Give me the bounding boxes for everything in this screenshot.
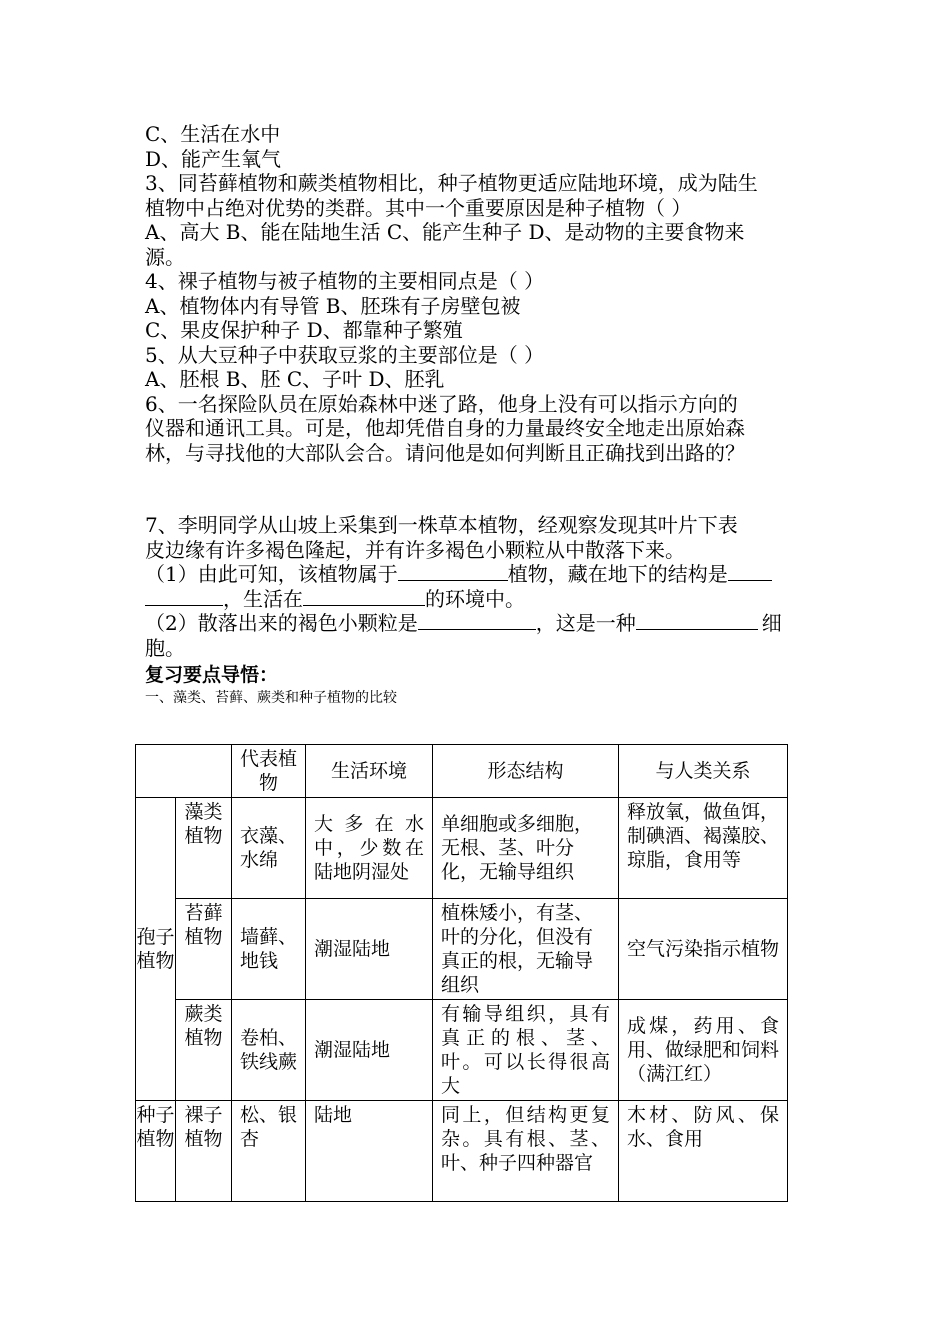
question-7-line-1: 7、李明同学从山坡上采集到一株草本植物，经观察发现其叶片下表 [145, 513, 738, 537]
env-algae: 大多在水中，少数在陆地阴湿处 [306, 798, 433, 899]
header-representative: 代表植物 [232, 745, 306, 798]
table-caption: 一、藻类、苔藓、蕨类和种子植物的比较 [145, 690, 397, 706]
blank-habitat[interactable] [303, 587, 425, 606]
question-3-line-1: 3、同苔藓植物和蕨类植物相比，种子植物更适应陆地环境，成为陆生 [145, 171, 758, 195]
q7-p1-text-b: 植物，藏在地下的结构是 [507, 562, 728, 586]
q7-p2-text-b: ，这是一种 [535, 611, 636, 635]
form-fern: 有输导组织，具有真正的根、茎、叶。可以长得很高大 [433, 1000, 619, 1101]
category-gymnosperm: 裸子植物 [176, 1101, 232, 1202]
group-blank-top [136, 798, 176, 899]
q7-p1-text-c: ，生活在 [223, 586, 303, 611]
category-algae: 藻类植物 [176, 798, 232, 899]
question-7-part-2 [145, 611, 810, 636]
form-gymnosperm: 同上，但结构更复杂。具有根、茎、叶、种子四种器官 [433, 1101, 619, 1202]
question-7-part-1 [145, 562, 810, 587]
spore-plants-label: 孢子植物 [136, 899, 176, 1000]
form-moss: 植株矮小，有茎、叶的分化，但没有真正的根，无输导组织 [433, 899, 619, 1000]
answer-space [145, 465, 810, 513]
seed-plants-label: 种子植物 [136, 1101, 176, 1202]
env-fern: 潮湿陆地 [306, 1000, 433, 1101]
blank-particles[interactable] [418, 611, 536, 630]
header-relation: 与人类关系 [619, 745, 788, 798]
question-6-line-2: 仪器和通讯工具。可是，他却凭借自身的力量最终安全地走出原始森 [145, 416, 745, 440]
option-d-line: D、能产生氧气 [145, 146, 282, 171]
rep-gymnosperm: 松、银杏 [232, 1101, 306, 1202]
category-fern: 蕨类植物 [176, 1000, 232, 1101]
question-4-line: 4、裸子植物与被子植物的主要相同点是（ ） [145, 269, 545, 293]
question-3-line-2: 植物中占绝对优势的类群。其中一个重要原因是种子植物（ ） [145, 195, 692, 220]
q7-p2-text-a: （2）散落出来的褐色小颗粒是 [145, 611, 418, 635]
question-4-options-1: A、植物体内有导管 B、胚珠有子房壁包被 [145, 293, 521, 318]
blank-plant-type[interactable] [398, 562, 508, 581]
table-row-moss [136, 899, 788, 1000]
question-4-options-2: C、果皮保护种子 D、都靠种子繁殖 [145, 318, 463, 342]
option-c-line: C、生活在水中 [145, 122, 281, 146]
question-5-options: A、胚根 B、胚 C、子叶 D、胚乳 [145, 367, 445, 391]
table-row-fern [136, 1000, 788, 1101]
rel-gymnosperm: 木材、防风、保水、食用 [619, 1101, 788, 1202]
question-6-line-1: 6、一名探险队员在原始森林中迷了路，他身上没有可以指示方向的 [145, 391, 738, 416]
rep-fern: 卷柏、铁线蕨 [232, 1000, 306, 1101]
question-7-part-2-cont: 胞。 [145, 635, 185, 660]
blank-underground-structure-cont[interactable] [145, 587, 223, 606]
table-header-row [136, 745, 788, 798]
category-moss: 苔藓植物 [176, 899, 232, 1000]
comparison-table [135, 744, 788, 1202]
q7-p1-text-a: （1）由此可知，该植物属于 [145, 562, 398, 586]
header-empty-cell [136, 745, 232, 798]
rel-fern: 成煤，药用、食用、做绿肥和饲料（满江红） [619, 1000, 788, 1101]
question-3-options-cont: 源。 [145, 244, 185, 269]
table-row-gymnosperm [136, 1101, 788, 1202]
env-gymnosperm: 陆地 [306, 1101, 433, 1202]
rel-algae: 释放氧，做鱼饵，制碘酒、褐藻胶、琼脂，食用等 [619, 798, 788, 899]
question-7-part-1-cont [145, 587, 810, 612]
header-environment: 生活环境 [306, 745, 433, 798]
blank-underground-structure[interactable] [728, 562, 772, 581]
question-5-line: 5、从大豆种子中获取豆浆的主要部位是（ ） [145, 342, 545, 367]
header-structure: 形态结构 [433, 745, 619, 798]
group-blank-bottom [136, 1000, 176, 1101]
rep-moss: 墙藓、地钱 [232, 899, 306, 1000]
form-algae: 单细胞或多细胞，无根、茎、叶分化，无输导组织 [433, 798, 619, 899]
document-body [145, 122, 810, 708]
blank-cell-type[interactable] [636, 611, 758, 630]
env-moss: 潮湿陆地 [306, 899, 433, 1000]
rep-algae: 衣藻、水绵 [232, 798, 306, 899]
review-heading: 复习要点导悟： [145, 664, 279, 686]
question-6-line-3: 林，与寻找他的大部队会合。请问他是如何判断且正确找到出路的？ [145, 440, 745, 465]
q7-p1-text-d: 的环境中。 [425, 586, 525, 611]
question-3-options: A、高大 B、能在陆地生活 C、能产生种子 D、是动物的主要食物来 [145, 220, 745, 244]
table-row-algae [136, 798, 788, 899]
rel-moss: 空气污染指示植物 [619, 899, 788, 1000]
question-7-line-2: 皮边缘有许多褐色隆起，并有许多褐色小颗粒从中散落下来。 [145, 537, 685, 562]
q7-p2-text-c: 细 [761, 611, 782, 635]
